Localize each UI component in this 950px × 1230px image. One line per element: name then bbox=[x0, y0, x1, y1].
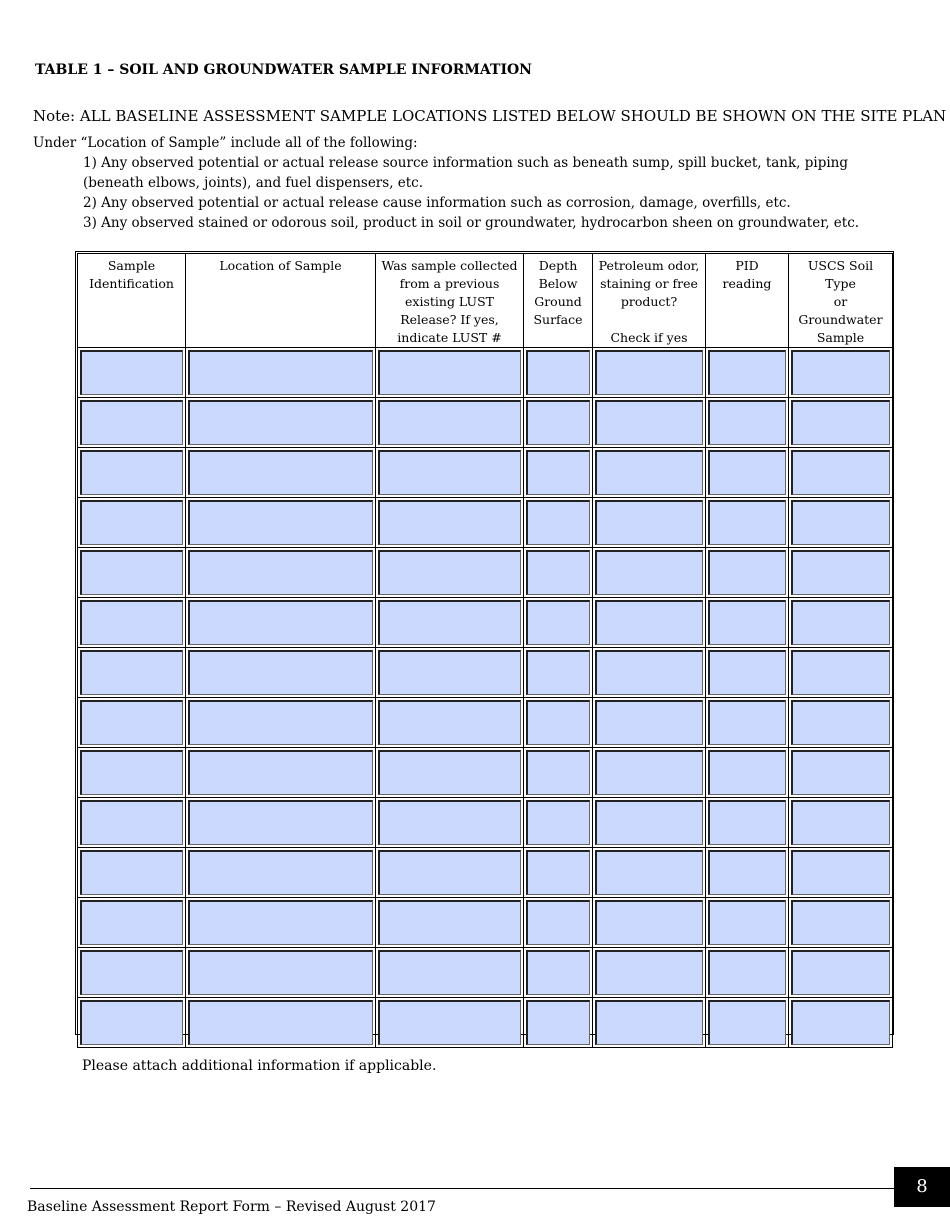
depth-field[interactable] bbox=[526, 850, 590, 895]
table-cell bbox=[706, 648, 789, 698]
table-cell bbox=[78, 748, 186, 798]
lust-release-field[interactable] bbox=[378, 550, 521, 595]
table-cell bbox=[593, 698, 706, 748]
table-cell bbox=[593, 498, 706, 548]
pid-reading-field[interactable] bbox=[708, 900, 786, 945]
header-previous-lust-release: Was sample collected from a previous existing LUST Release? If yes, indicate LUST # bbox=[376, 254, 524, 348]
lust-release-field[interactable] bbox=[378, 950, 521, 995]
pid-reading-field[interactable] bbox=[708, 500, 786, 545]
lust-release-field[interactable] bbox=[378, 850, 521, 895]
header-petroleum-odor: Petroleum odor, staining or free product? Check if yes bbox=[593, 254, 706, 348]
depth-field[interactable] bbox=[526, 700, 590, 745]
table-cell bbox=[593, 748, 706, 798]
table-cell bbox=[706, 398, 789, 448]
table-cell bbox=[78, 798, 186, 848]
uscs-soil-type-field[interactable] bbox=[791, 950, 890, 995]
pid-reading-field[interactable] bbox=[708, 800, 786, 845]
table-cell bbox=[376, 898, 524, 948]
table-cell bbox=[706, 748, 789, 798]
table-cell bbox=[376, 448, 524, 498]
table-cell bbox=[376, 798, 524, 848]
table-cell bbox=[376, 648, 524, 698]
location-field[interactable] bbox=[188, 750, 373, 795]
table-cell bbox=[186, 548, 376, 598]
petroleum-odor-field[interactable] bbox=[595, 400, 703, 445]
table-cell bbox=[186, 798, 376, 848]
pid-reading-field[interactable] bbox=[708, 1000, 786, 1045]
table-row bbox=[78, 548, 893, 598]
uscs-soil-type-field[interactable] bbox=[791, 550, 890, 595]
header-location-of-sample: Location of Sample bbox=[186, 254, 376, 348]
attach-note: Please attach additional information if applicable. bbox=[82, 1058, 437, 1074]
pid-reading-field[interactable] bbox=[708, 600, 786, 645]
table-cell bbox=[78, 398, 186, 448]
lust-release-field[interactable] bbox=[378, 400, 521, 445]
lust-release-field[interactable] bbox=[378, 450, 521, 495]
depth-field[interactable] bbox=[526, 400, 590, 445]
pid-reading-field[interactable] bbox=[708, 400, 786, 445]
table-cell bbox=[524, 648, 593, 698]
pid-reading-field[interactable] bbox=[708, 750, 786, 795]
table-cell bbox=[376, 698, 524, 748]
pid-reading-field[interactable] bbox=[708, 550, 786, 595]
table-cell bbox=[706, 498, 789, 548]
petroleum-odor-field[interactable] bbox=[595, 700, 703, 745]
lust-release-field[interactable] bbox=[378, 600, 521, 645]
table-row bbox=[78, 898, 893, 948]
table-cell bbox=[78, 948, 186, 998]
table-cell bbox=[593, 848, 706, 898]
table-cell bbox=[78, 548, 186, 598]
petroleum-odor-field[interactable] bbox=[595, 900, 703, 945]
table-row bbox=[78, 398, 893, 448]
uscs-soil-type-field[interactable] bbox=[791, 600, 890, 645]
table-row bbox=[78, 948, 893, 998]
table-cell bbox=[186, 398, 376, 448]
table-cell bbox=[789, 998, 893, 1048]
page-number: 8 bbox=[894, 1167, 950, 1207]
uscs-soil-type-field[interactable] bbox=[791, 450, 890, 495]
table-cell bbox=[78, 348, 186, 398]
sample-id-field[interactable] bbox=[80, 450, 183, 495]
table-cell bbox=[78, 898, 186, 948]
location-field[interactable] bbox=[188, 650, 373, 695]
instructions bbox=[33, 133, 913, 233]
table-cell bbox=[593, 948, 706, 998]
table-cell bbox=[186, 648, 376, 698]
sample-id-field[interactable] bbox=[80, 1000, 183, 1045]
sample-table bbox=[77, 253, 893, 1048]
uscs-soil-type-field[interactable] bbox=[791, 500, 890, 545]
sample-id-field[interactable] bbox=[80, 700, 183, 745]
location-field[interactable] bbox=[188, 900, 373, 945]
sample-id-field[interactable] bbox=[80, 900, 183, 945]
sample-id-field[interactable] bbox=[80, 550, 183, 595]
uscs-soil-type-field[interactable] bbox=[791, 1000, 890, 1045]
instructions-intro: Under “Location of Sample” include all of the following: bbox=[33, 135, 418, 151]
table-row bbox=[78, 748, 893, 798]
depth-field[interactable] bbox=[526, 450, 590, 495]
uscs-soil-type-field[interactable] bbox=[791, 650, 890, 695]
table-cell bbox=[593, 398, 706, 448]
petroleum-odor-field[interactable] bbox=[595, 600, 703, 645]
table-row bbox=[78, 648, 893, 698]
table-cell bbox=[593, 348, 706, 398]
depth-field[interactable] bbox=[526, 600, 590, 645]
petroleum-odor-field[interactable] bbox=[595, 750, 703, 795]
table-cell bbox=[789, 398, 893, 448]
uscs-soil-type-field[interactable] bbox=[791, 800, 890, 845]
depth-field[interactable] bbox=[526, 900, 590, 945]
uscs-soil-type-field[interactable] bbox=[791, 350, 890, 395]
instruction-item: 2) Any observed potential or actual release cause information such as corrosion, damage, overfills, etc. bbox=[83, 195, 791, 211]
instruction-item: 3) Any observed stained or odorous soil, product in soil or groundwater, hydrocarbon sheen on groundwater, etc. bbox=[83, 215, 860, 231]
table-cell bbox=[78, 498, 186, 548]
table-cell bbox=[78, 648, 186, 698]
table-cell bbox=[524, 798, 593, 848]
sample-id-field[interactable] bbox=[80, 800, 183, 845]
table-cell bbox=[789, 698, 893, 748]
table-cell bbox=[789, 948, 893, 998]
table-cell bbox=[789, 498, 893, 548]
location-field[interactable] bbox=[188, 800, 373, 845]
location-field[interactable] bbox=[188, 550, 373, 595]
pid-reading-field[interactable] bbox=[708, 950, 786, 995]
location-field[interactable] bbox=[188, 700, 373, 745]
depth-field[interactable] bbox=[526, 750, 590, 795]
table-cell bbox=[524, 348, 593, 398]
footer-divider bbox=[30, 1188, 896, 1189]
table-cell bbox=[78, 448, 186, 498]
lust-release-field[interactable] bbox=[378, 650, 521, 695]
table-cell bbox=[186, 848, 376, 898]
page-title: TABLE 1 – SOIL AND GROUNDWATER SAMPLE INFORMATION bbox=[35, 62, 532, 78]
table-cell bbox=[186, 598, 376, 648]
table-cell bbox=[524, 548, 593, 598]
table-cell bbox=[78, 698, 186, 748]
table-cell bbox=[706, 798, 789, 848]
table-cell bbox=[706, 898, 789, 948]
lust-release-field[interactable] bbox=[378, 350, 521, 395]
table-cell bbox=[789, 748, 893, 798]
table-cell bbox=[706, 598, 789, 648]
table-cell bbox=[376, 498, 524, 548]
table-row bbox=[78, 998, 893, 1048]
table-cell bbox=[593, 598, 706, 648]
petroleum-odor-field[interactable] bbox=[595, 800, 703, 845]
table-cell bbox=[376, 548, 524, 598]
table-cell bbox=[789, 898, 893, 948]
table-cell bbox=[706, 998, 789, 1048]
header-sample-identification: Sample Identification bbox=[78, 254, 186, 348]
table-cell bbox=[524, 998, 593, 1048]
table-row bbox=[78, 848, 893, 898]
pid-reading-field[interactable] bbox=[708, 850, 786, 895]
table-cell bbox=[524, 698, 593, 748]
header-pid-reading: PID reading bbox=[706, 254, 789, 348]
table-cell bbox=[706, 698, 789, 748]
table-cell bbox=[186, 748, 376, 798]
depth-field[interactable] bbox=[526, 1000, 590, 1045]
table-cell bbox=[376, 998, 524, 1048]
pid-reading-field[interactable] bbox=[708, 650, 786, 695]
table-cell bbox=[593, 798, 706, 848]
table-cell bbox=[706, 848, 789, 898]
petroleum-odor-field[interactable] bbox=[595, 550, 703, 595]
lust-release-field[interactable] bbox=[378, 750, 521, 795]
location-field[interactable] bbox=[188, 600, 373, 645]
site-plan-note: Note: ALL BASELINE ASSESSMENT SAMPLE LOCATIONS LISTED BELOW SHOULD BE SHOWN ON THE SITE PLAN bbox=[33, 107, 947, 125]
table-cell bbox=[376, 748, 524, 798]
table-cell bbox=[376, 848, 524, 898]
depth-field[interactable] bbox=[526, 800, 590, 845]
table-cell bbox=[186, 998, 376, 1048]
location-field[interactable] bbox=[188, 950, 373, 995]
depth-field[interactable] bbox=[526, 500, 590, 545]
table-cell bbox=[186, 448, 376, 498]
table-cell bbox=[186, 898, 376, 948]
table-cell bbox=[789, 448, 893, 498]
table-cell bbox=[789, 848, 893, 898]
header-uscs-soil-type: USCS Soil Type or Groundwater Sample bbox=[789, 254, 893, 348]
table-row bbox=[78, 348, 893, 398]
location-field[interactable] bbox=[188, 850, 373, 895]
petroleum-odor-field[interactable] bbox=[595, 950, 703, 995]
table-cell bbox=[524, 898, 593, 948]
sample-id-field[interactable] bbox=[80, 600, 183, 645]
table-cell bbox=[186, 948, 376, 998]
table-header-row bbox=[78, 254, 893, 348]
table-cell bbox=[376, 598, 524, 648]
pid-reading-field[interactable] bbox=[708, 700, 786, 745]
sample-id-field[interactable] bbox=[80, 950, 183, 995]
table-cell bbox=[706, 548, 789, 598]
lust-release-field[interactable] bbox=[378, 500, 521, 545]
petroleum-odor-field[interactable] bbox=[595, 450, 703, 495]
sample-id-field[interactable] bbox=[80, 850, 183, 895]
table-cell bbox=[524, 598, 593, 648]
table-cell bbox=[789, 648, 893, 698]
petroleum-odor-field[interactable] bbox=[595, 500, 703, 545]
table-cell bbox=[524, 948, 593, 998]
location-field[interactable] bbox=[188, 400, 373, 445]
table-cell bbox=[789, 798, 893, 848]
table-cell bbox=[524, 448, 593, 498]
sample-id-field[interactable] bbox=[80, 650, 183, 695]
table-cell bbox=[706, 348, 789, 398]
table-cell bbox=[789, 348, 893, 398]
sample-id-field[interactable] bbox=[80, 400, 183, 445]
sample-id-field[interactable] bbox=[80, 500, 183, 545]
sample-id-field[interactable] bbox=[80, 750, 183, 795]
table-cell bbox=[524, 398, 593, 448]
uscs-soil-type-field[interactable] bbox=[791, 850, 890, 895]
header-depth-below-ground: Depth Below Ground Surface bbox=[524, 254, 593, 348]
depth-field[interactable] bbox=[526, 650, 590, 695]
table-cell bbox=[524, 498, 593, 548]
lust-release-field[interactable] bbox=[378, 700, 521, 745]
instruction-item: 1) Any observed potential or actual release source information such as beneath sump, spill bucket, tank, piping (beneath elbows, joints), and fuel dispensers, etc. bbox=[83, 155, 849, 191]
location-field[interactable] bbox=[188, 450, 373, 495]
table-cell bbox=[186, 348, 376, 398]
depth-field[interactable] bbox=[526, 350, 590, 395]
table-cell bbox=[789, 548, 893, 598]
table-cell bbox=[593, 548, 706, 598]
sample-table-body bbox=[78, 348, 893, 1048]
lust-release-field[interactable] bbox=[378, 1000, 521, 1045]
table-cell bbox=[78, 998, 186, 1048]
table-cell bbox=[78, 848, 186, 898]
table-cell bbox=[186, 498, 376, 548]
depth-field[interactable] bbox=[526, 950, 590, 995]
table-cell bbox=[376, 398, 524, 448]
table-row bbox=[78, 698, 893, 748]
table-row bbox=[78, 448, 893, 498]
uscs-soil-type-field[interactable] bbox=[791, 400, 890, 445]
table-cell bbox=[706, 448, 789, 498]
sample-id-field[interactable] bbox=[80, 350, 183, 395]
uscs-soil-type-field[interactable] bbox=[791, 700, 890, 745]
table-row bbox=[78, 498, 893, 548]
table-cell bbox=[376, 348, 524, 398]
table-cell bbox=[593, 448, 706, 498]
table-cell bbox=[593, 998, 706, 1048]
table-cell bbox=[789, 598, 893, 648]
table-cell bbox=[524, 848, 593, 898]
petroleum-odor-field[interactable] bbox=[595, 650, 703, 695]
table-cell bbox=[78, 598, 186, 648]
uscs-soil-type-field[interactable] bbox=[791, 900, 890, 945]
pid-reading-field[interactable] bbox=[708, 450, 786, 495]
sample-table-frame bbox=[75, 251, 894, 1035]
uscs-soil-type-field[interactable] bbox=[791, 750, 890, 795]
table-cell bbox=[186, 698, 376, 748]
table-row bbox=[78, 598, 893, 648]
lust-release-field[interactable] bbox=[378, 900, 521, 945]
table-cell bbox=[593, 898, 706, 948]
lust-release-field[interactable] bbox=[378, 800, 521, 845]
table-row bbox=[78, 798, 893, 848]
petroleum-odor-field[interactable] bbox=[595, 1000, 703, 1045]
location-field[interactable] bbox=[188, 500, 373, 545]
pid-reading-field[interactable] bbox=[708, 350, 786, 395]
table-cell bbox=[524, 748, 593, 798]
depth-field[interactable] bbox=[526, 550, 590, 595]
location-field[interactable] bbox=[188, 350, 373, 395]
table-cell bbox=[593, 648, 706, 698]
petroleum-odor-field[interactable] bbox=[595, 850, 703, 895]
petroleum-odor-field[interactable] bbox=[595, 350, 703, 395]
table-cell bbox=[706, 948, 789, 998]
table-cell bbox=[376, 948, 524, 998]
location-field[interactable] bbox=[188, 1000, 373, 1045]
footer-text: Baseline Assessment Report Form – Revised August 2017 bbox=[27, 1199, 436, 1215]
